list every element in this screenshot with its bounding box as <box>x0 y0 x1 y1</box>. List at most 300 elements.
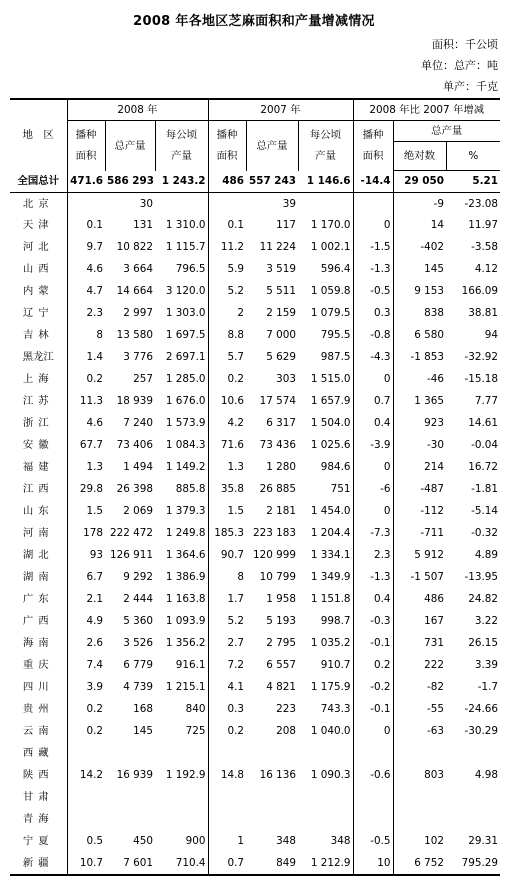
cell-a08: 2.1 <box>86 593 103 606</box>
cell-p08: 14 664 <box>116 285 153 298</box>
cell-p07: 5 511 <box>266 285 296 298</box>
cell-da: -1.3 <box>353 567 393 589</box>
cell-pct: -1.81 <box>471 483 498 496</box>
region-name: 北京 <box>10 193 67 215</box>
cell-a07: 4.1 <box>227 681 244 694</box>
cell-p08: 6 779 <box>123 659 153 672</box>
cell-y08: 900 <box>155 831 208 853</box>
cell-dp <box>393 809 446 831</box>
cell-a08: 4.6 <box>86 263 103 276</box>
cell-a08: 2.6 <box>86 637 103 650</box>
cell-y07 <box>298 787 353 809</box>
cell-a07: 90.7 <box>220 549 244 562</box>
table-row <box>10 501 500 523</box>
table-row <box>10 567 500 589</box>
cell-y08: 725 <box>155 721 208 743</box>
cell-p07: 6 557 <box>266 659 296 672</box>
cell-da: 0 <box>353 721 393 743</box>
region-name: 福建 <box>10 457 67 479</box>
cell-a08: 93 <box>89 549 103 562</box>
cell-pct: 3.22 <box>474 615 498 628</box>
cell-da <box>353 743 393 765</box>
cell-p08: 26 398 <box>116 483 153 496</box>
cell-pct: 5.21 <box>446 171 500 193</box>
cell-p07: 5 629 <box>266 351 296 364</box>
cell-y08 <box>155 787 208 809</box>
cell-dp: 838 <box>424 307 444 320</box>
cell-pct: 14.61 <box>468 417 498 430</box>
cell-p08: 10 822 <box>116 241 153 254</box>
cell-y07: 596.4 <box>298 259 353 281</box>
region-name: 陕西 <box>10 765 67 787</box>
cell-da: -6 <box>353 479 393 501</box>
cell-p07: 2 159 <box>266 307 296 320</box>
table-row <box>10 787 500 809</box>
cell-a07: 71.6 <box>220 439 244 452</box>
cell-a08: 14.2 <box>79 769 103 782</box>
cell-p07: 1 958 <box>266 593 296 606</box>
cell-a08: 10.7 <box>79 856 103 869</box>
cell-pct: 38.81 <box>468 307 498 320</box>
cell-a07 <box>208 743 246 765</box>
cell-y07: 910.7 <box>298 655 353 677</box>
cell-p08: 1 494 <box>123 461 153 474</box>
table-row <box>10 435 500 457</box>
region-name: 黑龙江 <box>10 347 67 369</box>
cell-pct: 26.15 <box>468 637 498 650</box>
cell-p07: 557 243 <box>246 171 298 193</box>
cell-p07: 849 <box>276 856 296 869</box>
cell-da: 0.4 <box>353 589 393 611</box>
cell-y08: 1 573.9 <box>155 413 208 435</box>
cell-da: -3.9 <box>353 435 393 457</box>
region-name: 河南 <box>10 523 67 545</box>
region-name: 天津 <box>10 215 67 237</box>
cell-y07: 1 175.9 <box>298 677 353 699</box>
cell-pct <box>446 743 500 765</box>
cell-y07: 1 151.8 <box>298 589 353 611</box>
cell-p08: 586 293 <box>105 171 155 193</box>
cell-y08: 1 149.2 <box>155 457 208 479</box>
cell-p07: 223 <box>276 703 296 716</box>
cell-y07: 1 515.0 <box>298 369 353 391</box>
cell-p07: 39 <box>282 197 296 210</box>
cell-y08: 3 120.0 <box>155 281 208 303</box>
cell-p08: 2 997 <box>123 307 153 320</box>
cell-a08: 178 <box>83 527 103 540</box>
unit-production: 单位：总产：吨 <box>421 59 498 72</box>
cell-pct: -13.95 <box>464 571 498 584</box>
header-percent: % <box>446 142 500 171</box>
cell-a07: 10.6 <box>220 395 244 408</box>
cell-dp: 803 <box>424 769 444 782</box>
cell-p07: 120 999 <box>253 549 296 562</box>
cell-y07: 1 002.1 <box>298 237 353 259</box>
table-row <box>10 193 500 215</box>
table-row <box>10 545 500 567</box>
region-name: 湖北 <box>10 545 67 567</box>
cell-p08: 131 <box>133 219 153 232</box>
cell-y08: 885.8 <box>155 479 208 501</box>
table-row <box>10 281 500 303</box>
table-row <box>10 523 500 545</box>
cell-y07: 1 349.9 <box>298 567 353 589</box>
region-name: 江西 <box>10 479 67 501</box>
cell-a08: 2.3 <box>86 307 103 320</box>
cell-dp: 167 <box>424 615 444 628</box>
cell-a07: 0.1 <box>227 219 244 232</box>
cell-y07: 1 170.0 <box>298 215 353 237</box>
cell-a07: 8.8 <box>227 329 244 342</box>
cell-pct: 795.29 <box>461 856 498 869</box>
table-row <box>10 611 500 633</box>
cell-dp: -402 <box>420 241 444 254</box>
cell-da: -0.5 <box>353 831 393 853</box>
cell-pct: 4.98 <box>474 769 498 782</box>
cell-pct: 11.97 <box>468 219 498 232</box>
cell-a07: 1.5 <box>227 505 244 518</box>
cell-a07: 4.2 <box>227 417 244 430</box>
cell-y08: 1 310.0 <box>155 215 208 237</box>
cell-dp: 923 <box>424 417 444 430</box>
table-row <box>10 699 500 721</box>
region-name: 浙江 <box>10 413 67 435</box>
cell-p08: 73 406 <box>116 439 153 452</box>
cell-y08: 1 386.9 <box>155 567 208 589</box>
cell-p07: 6 317 <box>266 417 296 430</box>
cell-p08: 3 664 <box>123 263 153 276</box>
cell-a08: 1.5 <box>86 505 103 518</box>
cell-a08: 0.5 <box>86 835 103 848</box>
cell-da <box>353 193 393 215</box>
cell-dp: 145 <box>424 263 444 276</box>
cell-pct: -23.08 <box>464 197 498 210</box>
cell-dp: 222 <box>424 659 444 672</box>
header-change: 2008 年比 2007 年增减 <box>353 99 500 121</box>
cell-p07 <box>246 743 298 765</box>
cell-dp: -9 <box>433 197 444 210</box>
header-yield-2007: 每公顷 产量 <box>298 121 353 171</box>
cell-y07: 1 025.6 <box>298 435 353 457</box>
cell-p08: 13 580 <box>116 329 153 342</box>
cell-y07: 1 090.3 <box>298 765 353 787</box>
cell-y08: 796.5 <box>155 259 208 281</box>
cell-p07: 1 280 <box>266 461 296 474</box>
table-row <box>10 413 500 435</box>
cell-pct: 7.77 <box>474 395 498 408</box>
table-row <box>10 765 500 787</box>
cell-y07 <box>298 193 353 215</box>
cell-da <box>353 787 393 809</box>
cell-pct: -0.32 <box>471 527 498 540</box>
cell-p07: 5 193 <box>266 615 296 628</box>
cell-p07: 7 000 <box>266 329 296 342</box>
cell-da: 0 <box>353 501 393 523</box>
region-name: 宁夏 <box>10 831 67 853</box>
table-row <box>10 721 500 743</box>
table-row <box>10 391 500 413</box>
cell-a08: 0.2 <box>86 373 103 386</box>
cell-a08 <box>67 193 105 215</box>
cell-y07 <box>298 809 353 831</box>
cell-a07 <box>208 787 246 809</box>
cell-pct: -32.92 <box>464 351 498 364</box>
cell-p08: 168 <box>133 703 153 716</box>
cell-a07: 0.7 <box>227 856 244 869</box>
table-body <box>10 171 500 875</box>
cell-a08: 11.3 <box>79 395 103 408</box>
cell-p08 <box>105 787 155 809</box>
cell-p07: 16 136 <box>259 769 296 782</box>
cell-p08: 2 069 <box>123 505 153 518</box>
cell-da: -0.1 <box>353 633 393 655</box>
cell-y08: 1 115.7 <box>155 237 208 259</box>
cell-y08: 1 192.9 <box>155 765 208 787</box>
cell-da: -1.5 <box>353 237 393 259</box>
cell-a07: 185.3 <box>214 527 244 540</box>
cell-a07: 5.2 <box>227 615 244 628</box>
region-name: 甘肃 <box>10 787 67 809</box>
cell-p07: 117 <box>276 219 296 232</box>
cell-dp: 29 050 <box>393 171 446 193</box>
cell-a08 <box>67 743 105 765</box>
cell-y07: 1 657.9 <box>298 391 353 413</box>
header-2008: 2008 年 <box>67 99 208 121</box>
cell-p08: 126 911 <box>110 549 153 562</box>
cell-pct <box>446 809 500 831</box>
cell-pct: -0.04 <box>471 439 498 452</box>
cell-dp: 214 <box>424 461 444 474</box>
cell-p07: 2 795 <box>266 637 296 650</box>
region-name: 重庆 <box>10 655 67 677</box>
cell-y07: 1 059.8 <box>298 281 353 303</box>
cell-a08: 1.3 <box>86 461 103 474</box>
cell-da: 2.3 <box>353 545 393 567</box>
cell-dp: 731 <box>424 637 444 650</box>
cell-da: 10 <box>353 853 393 875</box>
cell-y07: 348 <box>298 831 353 853</box>
cell-p08: 2 444 <box>123 593 153 606</box>
cell-y08: 1 285.0 <box>155 369 208 391</box>
cell-a08: 1.4 <box>86 351 103 364</box>
cell-a07: 5.9 <box>227 263 244 276</box>
cell-da: 0 <box>353 457 393 479</box>
cell-y08: 1 084.3 <box>155 435 208 457</box>
cell-y07: 1 454.0 <box>298 501 353 523</box>
cell-dp: -82 <box>427 681 444 694</box>
cell-p07: 26 885 <box>259 483 296 496</box>
cell-dp: -30 <box>427 439 444 452</box>
cell-pct: 3.39 <box>474 659 498 672</box>
cell-p08 <box>105 809 155 831</box>
table-row <box>10 589 500 611</box>
cell-y08: 1 243.2 <box>155 171 208 193</box>
table-row <box>10 215 500 237</box>
table-row <box>10 655 500 677</box>
cell-p08: 222 472 <box>110 527 153 540</box>
cell-a07: 1.7 <box>227 593 244 606</box>
cell-pct: 4.12 <box>474 263 498 276</box>
region-name: 山东 <box>10 501 67 523</box>
cell-pct: 16.72 <box>468 461 498 474</box>
cell-y07: 998.7 <box>298 611 353 633</box>
cell-da: -0.8 <box>353 325 393 347</box>
cell-y08: 1 676.0 <box>155 391 208 413</box>
region-name: 上海 <box>10 369 67 391</box>
cell-dp: 102 <box>424 835 444 848</box>
cell-dp: 9 153 <box>414 285 444 298</box>
cell-dp: 6 580 <box>414 329 444 342</box>
region-name: 吉林 <box>10 325 67 347</box>
region-name: 四川 <box>10 677 67 699</box>
cell-a07: 5.2 <box>227 285 244 298</box>
region-name: 江苏 <box>10 391 67 413</box>
cell-y07: 751 <box>298 479 353 501</box>
cell-y08: 2 697.1 <box>155 347 208 369</box>
region-name: 海南 <box>10 633 67 655</box>
cell-dp: -46 <box>427 373 444 386</box>
cell-pct: -1.7 <box>477 681 498 694</box>
cell-a08: 4.7 <box>86 285 103 298</box>
cell-p07: 223 183 <box>253 527 296 540</box>
cell-da: -14.4 <box>353 171 393 193</box>
header-total-prod-2007: 总产量 <box>246 121 298 171</box>
cell-y07: 984.6 <box>298 457 353 479</box>
table-row <box>10 479 500 501</box>
cell-a07: 0.2 <box>227 373 244 386</box>
cell-y08: 1 303.0 <box>155 303 208 325</box>
cell-y07: 1 146.6 <box>298 171 353 193</box>
cell-p08: 16 939 <box>116 769 153 782</box>
cell-a07: 2.7 <box>227 637 244 650</box>
cell-dp: -63 <box>427 725 444 738</box>
cell-p07: 348 <box>276 835 296 848</box>
cell-da: -4.3 <box>353 347 393 369</box>
cell-y08: 840 <box>155 699 208 721</box>
cell-a07: 2 <box>237 307 244 320</box>
total-row <box>10 171 500 193</box>
cell-y08: 1 249.8 <box>155 523 208 545</box>
cell-y08: 710.4 <box>155 853 208 875</box>
cell-pct: -3.58 <box>471 241 498 254</box>
cell-da: 0.3 <box>353 303 393 325</box>
cell-p08: 4 739 <box>123 681 153 694</box>
cell-pct: -15.18 <box>464 373 498 386</box>
cell-y07: 1 035.2 <box>298 633 353 655</box>
sesame-data-table <box>10 98 500 876</box>
cell-p07: 73 436 <box>259 439 296 452</box>
region-name: 全国总计 <box>10 171 67 193</box>
table-row <box>10 347 500 369</box>
region-name: 新疆 <box>10 853 67 875</box>
cell-y07: 743.3 <box>298 699 353 721</box>
cell-y07: 1 040.0 <box>298 721 353 743</box>
cell-y08: 1 364.6 <box>155 545 208 567</box>
cell-p08: 3 776 <box>123 351 153 364</box>
table-row <box>10 303 500 325</box>
table-row <box>10 633 500 655</box>
cell-dp <box>393 743 446 765</box>
region-name: 山西 <box>10 259 67 281</box>
region-name: 安徽 <box>10 435 67 457</box>
cell-pct: -30.29 <box>464 725 498 738</box>
table-row <box>10 853 500 875</box>
header-total-prod-2008: 总产量 <box>105 121 155 171</box>
cell-da: -1.3 <box>353 259 393 281</box>
cell-y07: 1 204.4 <box>298 523 353 545</box>
cell-dp: -55 <box>427 703 444 716</box>
table-row <box>10 809 500 831</box>
cell-pct: -5.14 <box>471 505 498 518</box>
cell-pct: 4.89 <box>474 549 498 562</box>
cell-a08: 0.1 <box>86 219 103 232</box>
cell-a07: 0.2 <box>227 725 244 738</box>
table-row <box>10 237 500 259</box>
cell-y08 <box>155 193 208 215</box>
cell-dp: 486 <box>424 593 444 606</box>
unit-yield: 单产：千克 <box>443 80 498 93</box>
cell-da: 0.2 <box>353 655 393 677</box>
cell-y08: 1 093.9 <box>155 611 208 633</box>
cell-a08 <box>67 787 105 809</box>
cell-a08: 67.7 <box>79 439 103 452</box>
table-row <box>10 743 500 765</box>
cell-a08: 4.9 <box>86 615 103 628</box>
cell-a07 <box>208 809 246 831</box>
cell-p08: 7 601 <box>123 856 153 869</box>
cell-pct <box>446 787 500 809</box>
cell-da: 0.7 <box>353 391 393 413</box>
header-total-prod-change: 总产量 <box>393 121 500 142</box>
header-yield-2008: 每公顷 产量 <box>155 121 208 171</box>
cell-dp <box>393 787 446 809</box>
cell-p08: 145 <box>133 725 153 738</box>
cell-dp: 5 912 <box>414 549 444 562</box>
cell-da: -7.3 <box>353 523 393 545</box>
cell-y08 <box>155 743 208 765</box>
cell-da: -0.2 <box>353 677 393 699</box>
cell-dp: -1 507 <box>410 571 444 584</box>
cell-y08: 1 356.2 <box>155 633 208 655</box>
cell-y07: 1 079.5 <box>298 303 353 325</box>
region-name: 内蒙 <box>10 281 67 303</box>
cell-a07: 486 <box>208 171 246 193</box>
cell-a07: 1 <box>237 835 244 848</box>
unit-area: 面积：千公顷 <box>432 38 498 51</box>
cell-a07: 1.3 <box>227 461 244 474</box>
region-name: 河北 <box>10 237 67 259</box>
region-name: 青海 <box>10 809 67 831</box>
cell-p08: 257 <box>133 373 153 386</box>
cell-a07: 8 <box>237 571 244 584</box>
cell-p08: 7 240 <box>123 417 153 430</box>
cell-da: 0.4 <box>353 413 393 435</box>
header-sown-area-change: 播种 面积 <box>353 121 393 171</box>
cell-a08: 0.2 <box>86 703 103 716</box>
cell-a07: 7.2 <box>227 659 244 672</box>
cell-dp: -112 <box>420 505 444 518</box>
cell-p08: 450 <box>133 835 153 848</box>
cell-dp: -1 853 <box>410 351 444 364</box>
cell-y07: 795.5 <box>298 325 353 347</box>
cell-dp: 14 <box>430 219 444 232</box>
table-title: 2008 年各地区芝麻面积和产量增减情况 <box>133 14 375 29</box>
cell-p07: 10 799 <box>259 571 296 584</box>
cell-y08: 1 163.8 <box>155 589 208 611</box>
cell-p07 <box>246 809 298 831</box>
cell-da: -0.3 <box>353 611 393 633</box>
region-name: 辽宁 <box>10 303 67 325</box>
